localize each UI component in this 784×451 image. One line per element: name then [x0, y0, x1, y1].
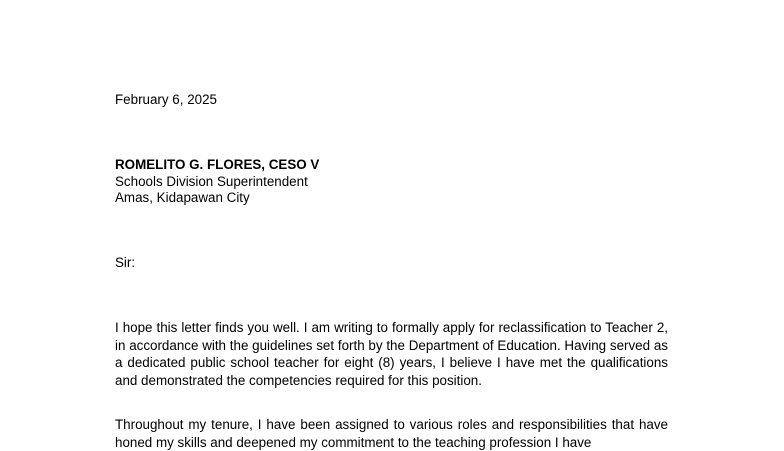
body-paragraph-2: Throughout my tenure, I have been assigned to various roles and responsibilities that have honed my skills and deepened my commitment to the teaching profession I have: [115, 417, 668, 450]
body-paragraph-1: I hope this letter finds you well. I am writing to formally apply for reclassification to Teacher 2, in accordance with the guidelines set forth by the Department of Education. Having served as a dedicated public school teacher for eight (8) years, I believe I have met the qualifications and demonstrated the competencies required for this position.: [115, 320, 668, 388]
letter-date: February 6, 2025: [115, 92, 217, 107]
recipient-name: ROMELITO G. FLORES, CESO V: [115, 157, 320, 172]
salutation: Sir:: [115, 255, 136, 270]
recipient-title: Schools Division Superintendent: [115, 174, 308, 189]
recipient-address: Amas, Kidapawan City: [115, 190, 250, 205]
